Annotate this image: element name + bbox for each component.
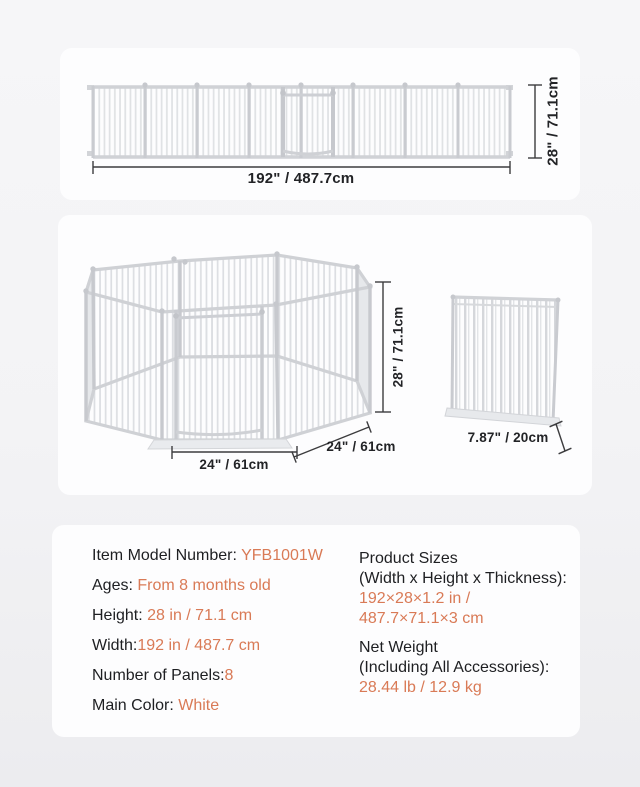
product-sizes-value-line2: 487.7×71.1×3 cm <box>359 610 484 627</box>
octagon-playpen-diagram <box>58 215 592 495</box>
net-weight-value: 28.44 lb / 12.9 kg <box>359 679 482 696</box>
specs-card <box>52 525 580 737</box>
product-sizes-block <box>359 549 567 629</box>
spec-value: 192 in / 487.7 cm <box>137 637 261 654</box>
specs-right-column <box>359 549 567 707</box>
specs-left-column <box>92 547 323 727</box>
product-sizes-value-line1: 192×28×1.2 in / <box>359 590 471 607</box>
extended-fence-card <box>60 48 580 200</box>
spec-label: Number of Panels: <box>92 667 225 684</box>
spec-row-model <box>92 547 323 564</box>
spec-row-ages <box>92 577 323 594</box>
spec-label: Width: <box>92 637 138 654</box>
spec-row-color <box>92 697 323 714</box>
folded-fence-diagram <box>445 295 561 427</box>
spec-value: White <box>178 697 220 714</box>
spec-label: Ages: <box>92 577 138 594</box>
net-weight-block <box>359 638 567 698</box>
folded-depth-dimension-label: 7.87" / 20cm <box>467 430 549 445</box>
product-sizes-title: Product Sizes <box>359 550 458 567</box>
spec-value: YFB1001W <box>241 547 323 564</box>
spec-row-height <box>92 607 323 624</box>
spec-value: 28 in / 71.1 cm <box>147 607 253 624</box>
extended-width-dimension-label: 192" / 487.7cm <box>247 170 355 187</box>
playpen-side-width-dimension-label: 24" / 61cm <box>326 439 396 454</box>
spec-row-width <box>92 637 323 654</box>
playpen-front-width-dimension-label: 24" / 61cm <box>199 457 269 472</box>
playpen-height-dimension-label: 28" / 71.1cm <box>390 306 406 388</box>
spec-value: From 8 months old <box>137 577 271 594</box>
extended-height-dimension-label: 28" / 71.1cm <box>544 76 562 166</box>
spec-row-panels <box>92 667 323 684</box>
assembled-playpen-card <box>58 215 592 495</box>
spec-value: 8 <box>224 667 234 684</box>
product-sizes-subtitle: (Width x Height x Thickness): <box>359 570 567 587</box>
net-weight-title: Net Weight <box>359 639 438 656</box>
spec-label: Main Color: <box>92 697 179 714</box>
net-weight-subtitle: (Including All Accessories): <box>359 659 550 676</box>
spec-label: Height: <box>92 607 148 624</box>
spec-label: Item Model Number: <box>92 547 242 564</box>
